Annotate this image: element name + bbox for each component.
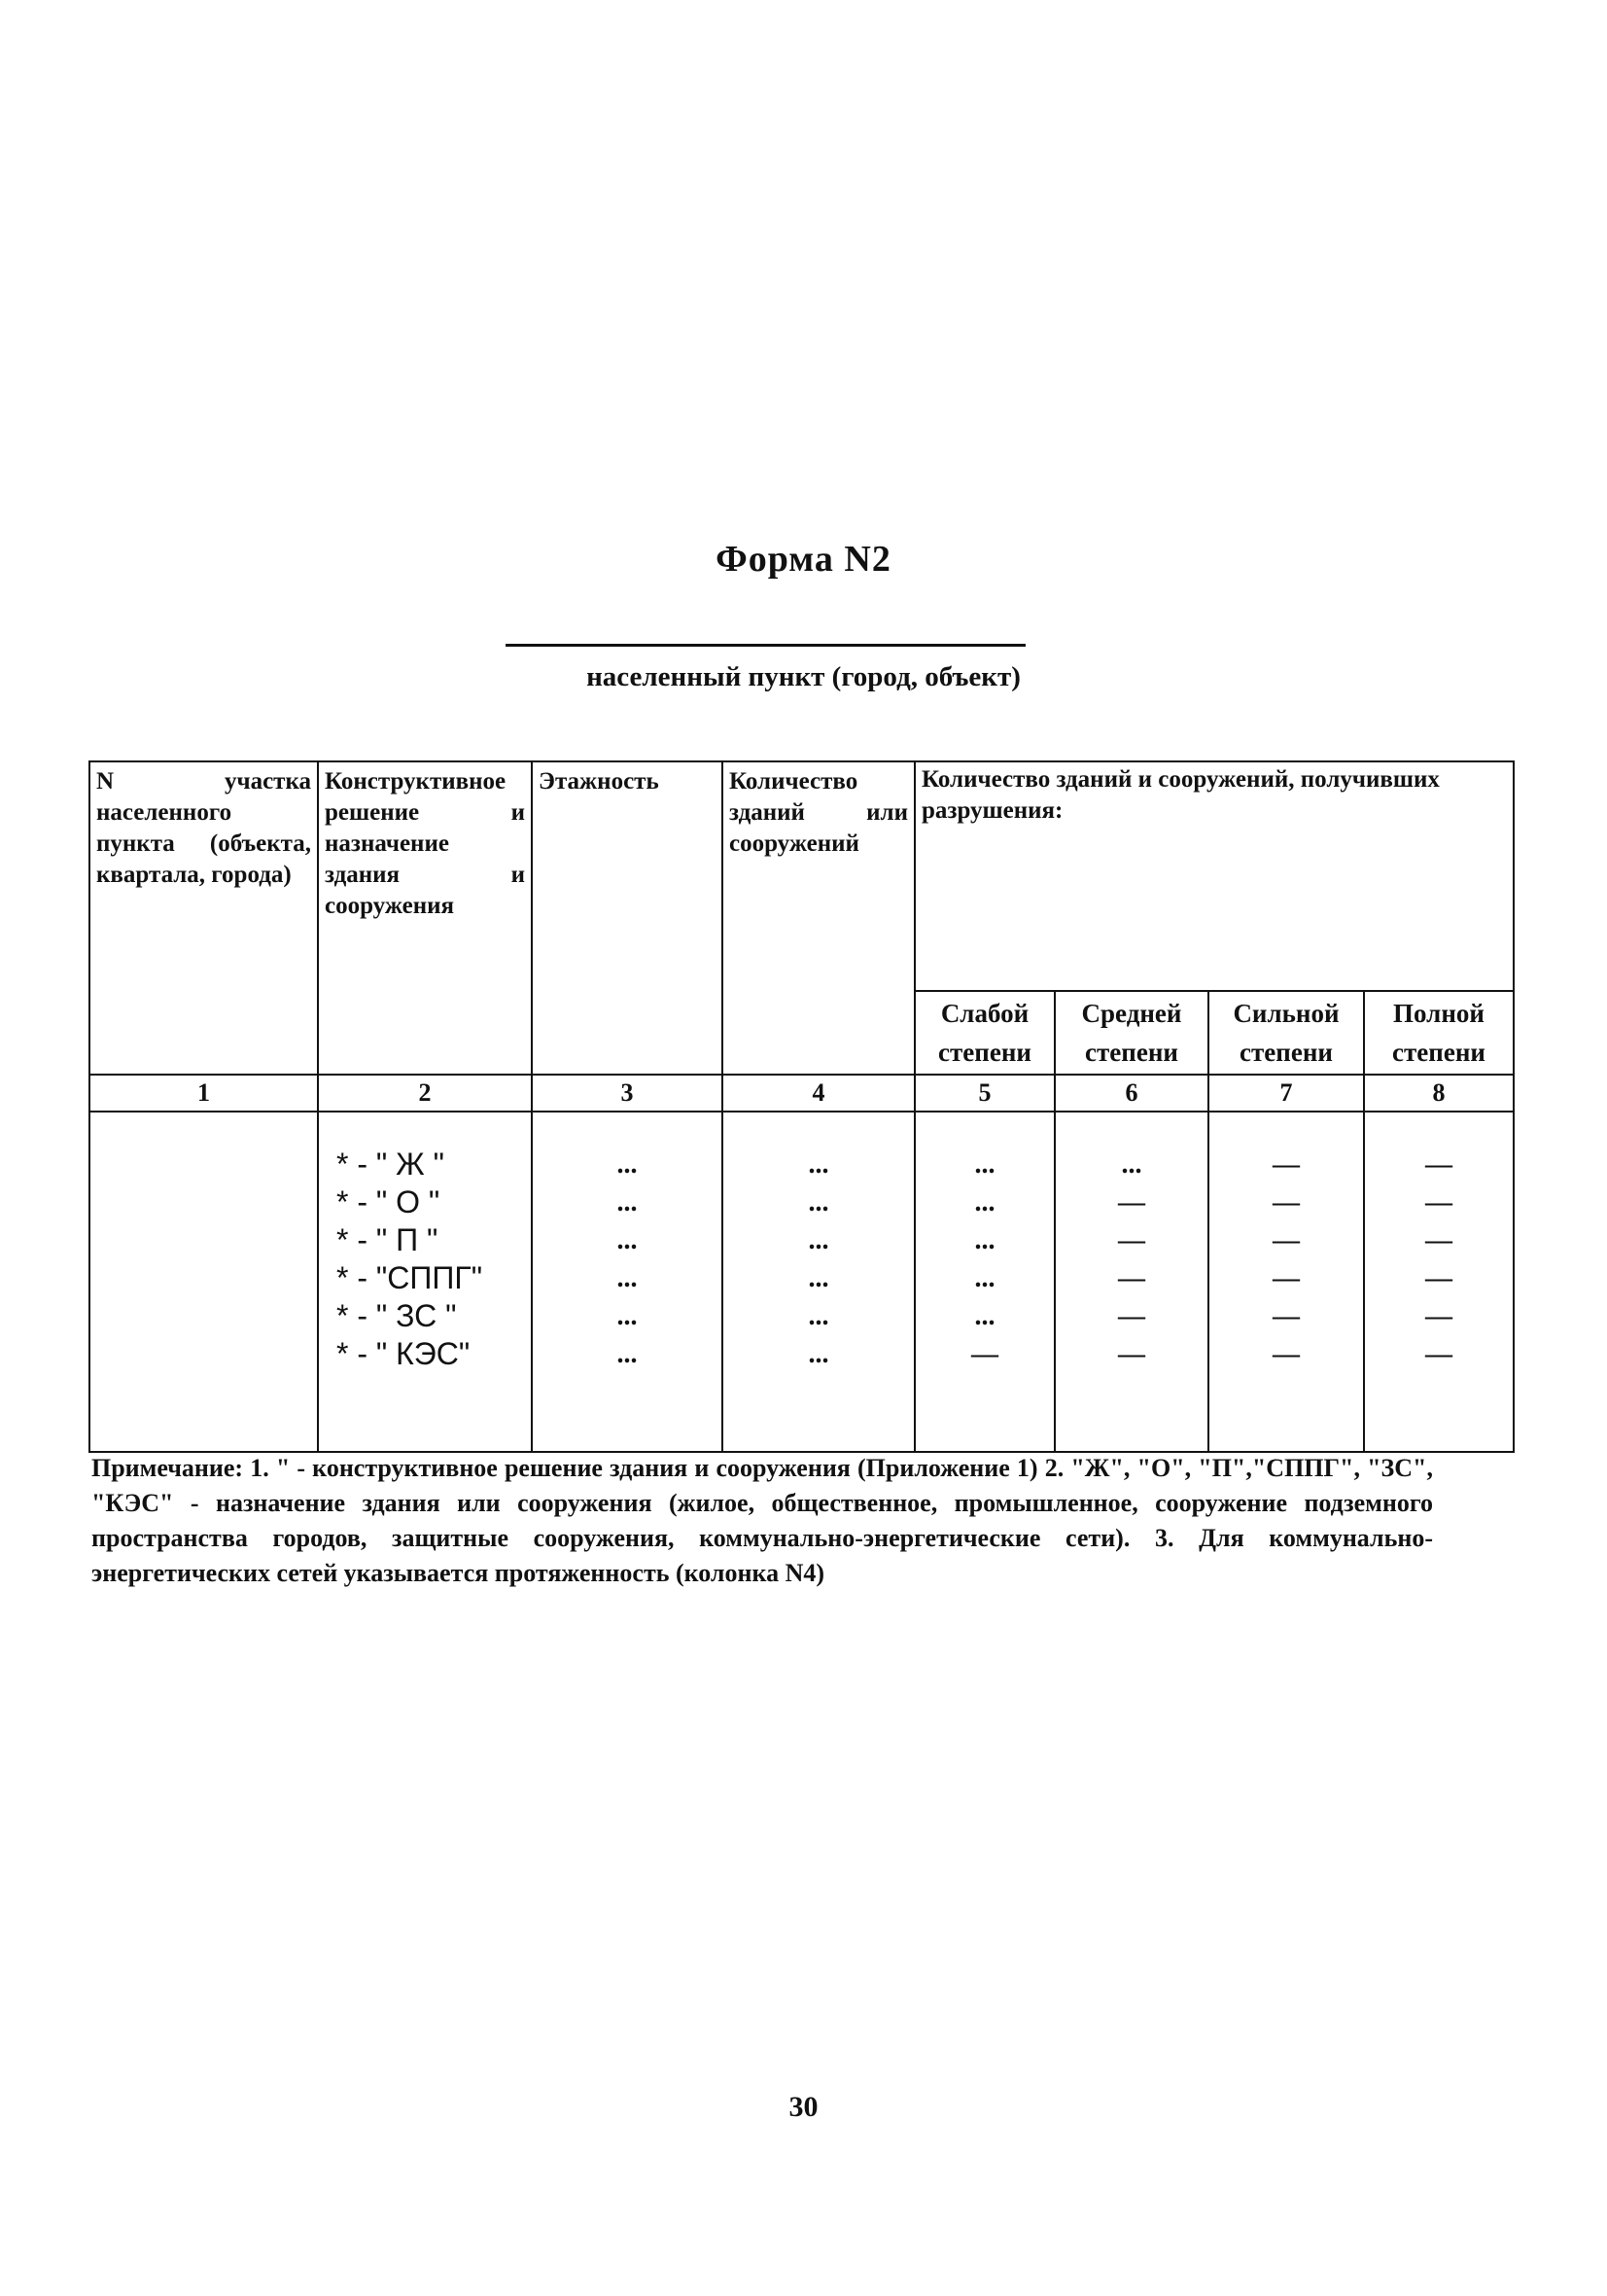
cell-value: ... xyxy=(974,1263,996,1293)
cell-value: ... xyxy=(616,1149,638,1180)
header-heavy-damage: Сильной степени xyxy=(1208,991,1364,1075)
cell-value: — xyxy=(1118,1301,1145,1331)
cell-value: — xyxy=(1273,1149,1300,1180)
header-section-number: N участка населенного пункта (объекта, квартала, города) xyxy=(89,761,318,1075)
full-damage-cell xyxy=(1364,1112,1514,1452)
cell-value: ... xyxy=(808,1339,829,1369)
column-number: 4 xyxy=(722,1075,915,1112)
cell-value: — xyxy=(1273,1187,1300,1218)
table-note: Примечание: 1. " - конструктивное решение здания и сооружения (Приложение 1) 2. "Ж", "О", "П","СППГ", "ЗС", "КЭС" - назначение здания или сооружения (жилое, общественное, промышленное, сооружение подземного пространства городов, защитные сооружения, коммунально-энергетические сети). 3. Для коммунально-энергетических сетей указывается протяженность (колонка N4) xyxy=(91,1454,1433,1587)
cell-value: — xyxy=(1273,1301,1300,1331)
form-table xyxy=(88,760,1515,1453)
column-number: 8 xyxy=(1364,1075,1514,1112)
cell-value: — xyxy=(1425,1149,1452,1180)
cell-value: ... xyxy=(808,1225,829,1255)
light-damage-cell xyxy=(915,1112,1055,1452)
purpose-code: * - " О " xyxy=(336,1184,440,1219)
heavy-damage-cell xyxy=(1208,1112,1364,1452)
cell-value: — xyxy=(1425,1339,1452,1369)
header-floors: Этажность xyxy=(532,761,722,1075)
cell-value: — xyxy=(1273,1263,1300,1293)
cell-value: — xyxy=(1118,1187,1145,1218)
purpose-code: * - " П " xyxy=(336,1222,438,1257)
table-body-row xyxy=(89,1112,1514,1452)
cell-value: — xyxy=(1273,1339,1300,1369)
purpose-code: * - "СППГ" xyxy=(336,1260,483,1295)
header-building-count: Количество зданий или сооружений xyxy=(722,761,915,1075)
cell-value: ... xyxy=(808,1263,829,1293)
column-number: 5 xyxy=(915,1075,1055,1112)
column-number: 7 xyxy=(1208,1075,1364,1112)
building-count-cell xyxy=(722,1112,915,1452)
cell-value: — xyxy=(1273,1225,1300,1255)
header-damage-group: Количество зданий и сооружений, получивших разрушения: xyxy=(915,761,1514,991)
section-number-cell xyxy=(89,1112,318,1452)
column-number: 1 xyxy=(89,1075,318,1112)
cell-value: — xyxy=(1425,1263,1452,1293)
purpose-code: * - " Ж " xyxy=(336,1147,444,1182)
cell-value: — xyxy=(1118,1225,1145,1255)
cell-value: ... xyxy=(1121,1149,1142,1180)
cell-value: ... xyxy=(974,1301,996,1331)
cell-value: — xyxy=(1118,1339,1145,1369)
purpose-codes-cell xyxy=(318,1112,532,1452)
cell-value: ... xyxy=(616,1225,638,1255)
settlement-blank-line xyxy=(506,644,1026,647)
column-number: 6 xyxy=(1055,1075,1208,1112)
cell-value: — xyxy=(1118,1263,1145,1293)
cell-value: ... xyxy=(616,1301,638,1331)
cell-value: — xyxy=(1425,1301,1452,1331)
header-construction-type: Конструктивное решение и назначение здания и сооружения xyxy=(318,761,532,1075)
column-number-row xyxy=(89,1075,1514,1112)
header-full-damage: Полной степени xyxy=(1364,991,1514,1075)
floors-cell xyxy=(532,1112,722,1452)
cell-value: — xyxy=(971,1339,998,1369)
cell-value: — xyxy=(1425,1187,1452,1218)
cell-value: ... xyxy=(808,1301,829,1331)
medium-damage-cell xyxy=(1055,1112,1208,1452)
form-title: Форма N2 xyxy=(716,539,891,580)
header-row xyxy=(89,761,1514,991)
cell-value: ... xyxy=(616,1187,638,1218)
column-number: 3 xyxy=(532,1075,722,1112)
cell-value: ... xyxy=(974,1187,996,1218)
column-number: 2 xyxy=(318,1075,532,1112)
purpose-code: * - " ЗС " xyxy=(336,1298,457,1333)
cell-value: ... xyxy=(974,1225,996,1255)
cell-value: ... xyxy=(808,1149,829,1180)
settlement-caption: населенный пункт (город, объект) xyxy=(586,661,1021,692)
header-light-damage: Слабой степени xyxy=(915,991,1055,1075)
page-number: 30 xyxy=(788,2091,819,2123)
cell-value: ... xyxy=(808,1187,829,1218)
header-medium-damage: Средней степени xyxy=(1055,991,1208,1075)
purpose-code: * - " КЭС" xyxy=(336,1336,471,1371)
cell-value: — xyxy=(1425,1225,1452,1255)
cell-value: ... xyxy=(616,1339,638,1369)
cell-value: ... xyxy=(974,1149,996,1180)
cell-value: ... xyxy=(616,1263,638,1293)
